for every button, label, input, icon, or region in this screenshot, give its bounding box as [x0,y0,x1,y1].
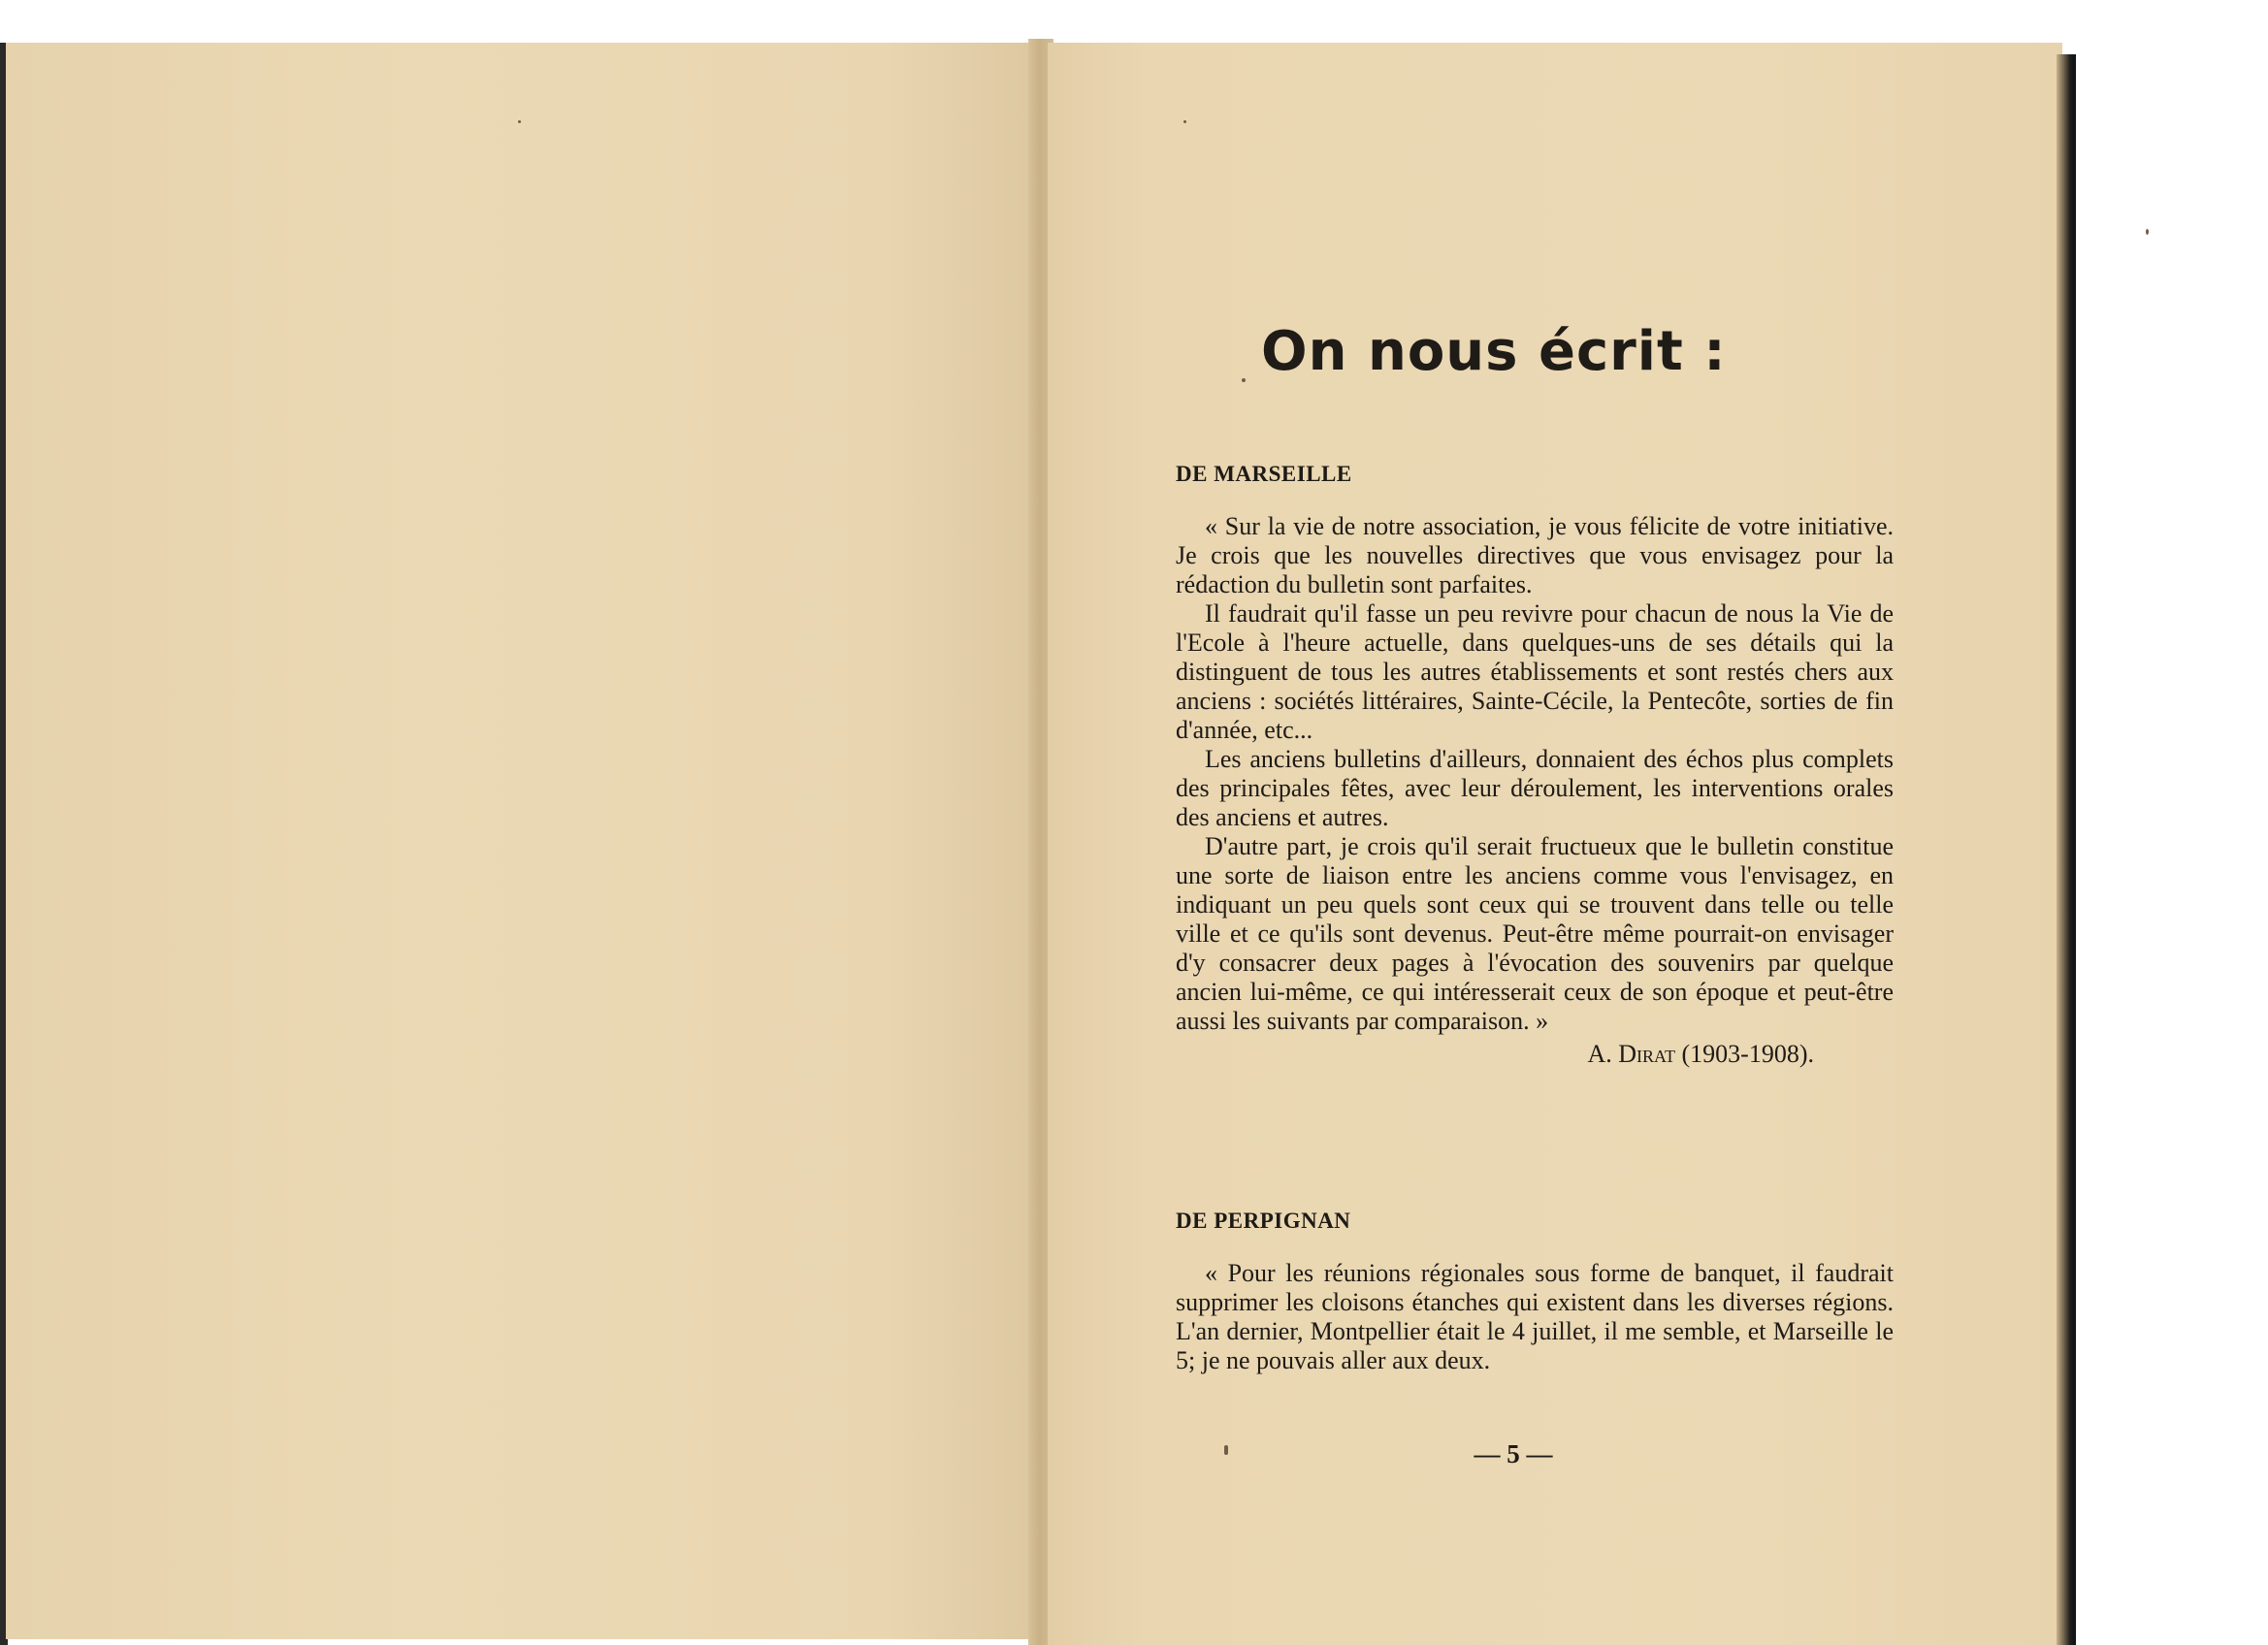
letter-paragraph: Il faudrait qu'il fasse un peu revivre pour chacun de nous la Vie de l'Ecole à l'heure actuelle, dans quelques-uns de ses détails qui la distinguent de tous les autres établissements et sont restés chers aux anciens : sociétés littéraires, Sainte-Cécile, la Pentecôte, sorties de fin d'année, etc... [1176,599,1894,744]
signature-years: (1903-1908). [1681,1040,1814,1068]
section-marseille [1176,462,1894,1069]
paper-speck [518,120,521,123]
letter-paragraph: « Sur la vie de notre association, je vous félicite de votre initiative. Je crois que les nouvelles directives que vous envisagez pour la rédaction du bulletin sont parfaites. [1176,512,1894,598]
section-heading: DE MARSEILLE [1176,462,1352,486]
paper-speck [1242,378,1246,382]
signature-initial: A. [1587,1040,1612,1068]
section-heading: DE PERPIGNAN [1176,1209,1351,1233]
letter-paragraph: « Pour les réunions régionales sous forme de banquet, il faudrait supprimer les cloisons étanches qui existent dans les diverses régions. L'an dernier, Montpellier était le 4 juillet, il me semble, et Marseille le 5; je ne pouvais aller aux deux. [1176,1259,1894,1374]
paper-speck [1183,120,1186,123]
section-perpignan [1176,1209,1894,1375]
letter-signature [1176,1040,1894,1069]
paper-speck [2146,229,2149,235]
page-number: — 5 — [1474,1439,1553,1468]
letter-paragraph: D'autre part, je crois qu'il serait fructueux que le bulletin constitue une sorte de liaison entre les anciens comme vous l'envisagez, en indiquant un peu quels sont ceux qui se trouvent dans telle ou telle ville et ce qu'ils sont devenus. Peut-être même pourrait-on envisager d'y consacrer deux pages à l'évocation des souvenirs par quelque ancien lui-même, ce qui intéresserait ceux de son époque et peut-être aussi les suivants par comparaison. » [1176,832,1894,1035]
signature-name: Dirat [1618,1040,1676,1068]
page-title: On nous écrit : [1261,320,1727,383]
left-blank-page [6,43,1040,1639]
letter-paragraph: Les anciens bulletins d'ailleurs, donnaient des échos plus complets des principales fêtes, avec leur déroulement, les interventions orales des anciens et autres. [1176,745,1894,831]
paper-speck [1224,1445,1228,1455]
right-cover-edge [2057,54,2076,1645]
